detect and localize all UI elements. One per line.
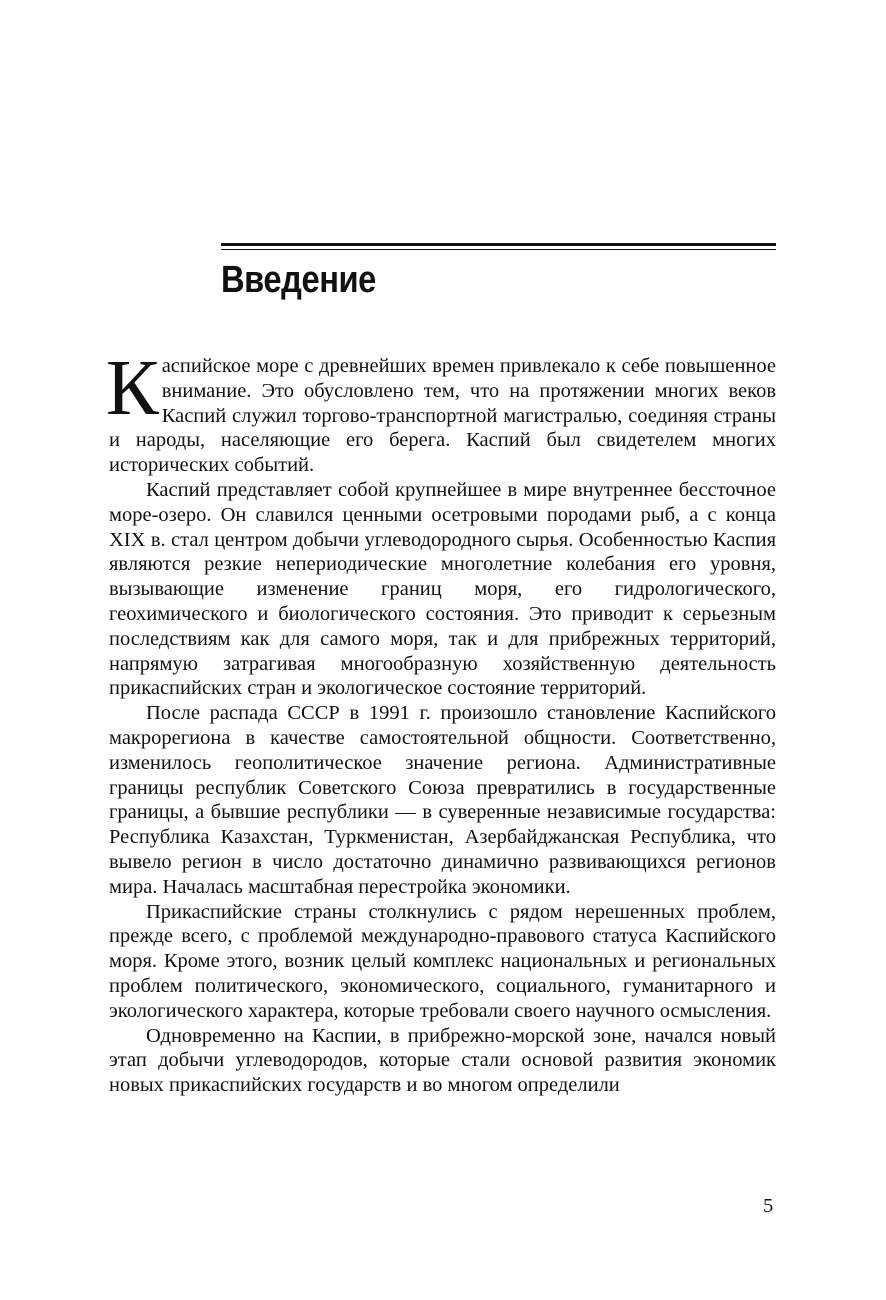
paragraph-3: После распада СССР в 1991 г. произошло становление Каспийского макрорегиона в качестве самостоятельной общности. Соответственно, изменилось геополитическое значение региона. Административные границы республик Советского Союза превратились в государственные границы, а бывшие республики — в суверенные независимые государства: Республика Казахстан, Туркменистан, Азербайджанская Республика, что вывело регион в число достаточно динамично развивающихся регионов мира. Началась масштабная перестройка экономики. [109, 702, 776, 898]
intro-paragraph [106, 345, 776, 478]
chapter-rule-thin [221, 249, 776, 250]
intro-text: аспийское море с древнейших времен привлекало к себе повышенное внимание. Это обусловлено тем, что на протяжении многих веков Каспий служил торгово-транспортной магистралью, соединяя страны и народы, населяющие его берега. Каспий был свидетелем многих исторических событий. [109, 355, 776, 477]
page-number: 5 [763, 1195, 774, 1217]
body-text [106, 345, 776, 1098]
paragraph-5: Одновременно на Каспии, в прибрежно-морской зоне, начался новый этап добычи углеводородов, которые стали основой развития экономик новых прикаспийских государств и во многом определили [109, 1024, 776, 1097]
chapter-title: Введение [221, 259, 376, 301]
chapter-rule-thick [221, 243, 776, 246]
paragraph-2: Каспий представляет собой крупнейшее в мире внутреннее бессточное море-озеро. Он славился ценными осетровыми породами рыб, а с конца XIX в. стал центром добычи углеводородного сырья. Особенностью Каспия являются резкие непериодические многолетние колебания его уровня, вызывающие изменение границ моря, его гидрологического, геохимического и биологического состояния. Это приводит к серьезным последствиям как для самого моря, так и для прибрежных территорий, напрямую затрагивая многообразную хозяйственную деятельность прикаспийских стран и экологическое состояние территорий. [109, 478, 776, 700]
paragraph-4: Прикаспийские страны столкнулись с рядом нерешенных проблем, прежде всего, с проблемой международно-правового статуса Каспийского моря. Кроме этого, возник целый комплекс национальных и региональных проблем политического, экономического, социального, гуманитарного и экологического характера, которые требовали своего научного осмысления. [109, 900, 776, 1022]
drop-cap: К [106, 345, 159, 432]
